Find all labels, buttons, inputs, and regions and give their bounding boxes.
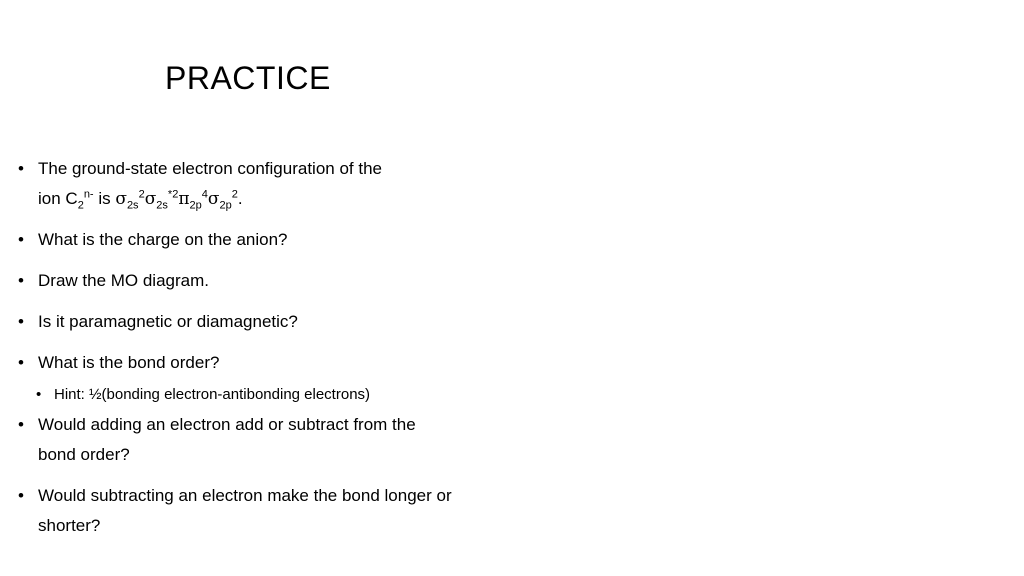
occupancy-superscript-2: *2 — [167, 188, 179, 201]
orbital-2p-subscript-1: 2p — [189, 199, 202, 212]
sigma-symbol-3: σ — [207, 189, 220, 209]
bullet-mo-diagram: • Draw the MO diagram. — [18, 266, 458, 296]
slide-title: PRACTICE — [165, 60, 331, 96]
bullet-adding-electron-question: • Would adding an electron add or subtract from the bond order? — [18, 410, 458, 470]
pi-symbol: π — [178, 189, 190, 209]
bullet-subtracting-electron-question: • Would subtracting an electron make the bond longer or shorter? — [18, 481, 458, 541]
ion-subscript: 2 — [77, 199, 84, 212]
orbital-2p-subscript-2: 2p — [219, 199, 232, 212]
ion-charge-superscript: n- — [83, 188, 94, 201]
bullet-list — [18, 154, 458, 552]
hint-list — [18, 380, 458, 410]
orbital-2s-subscript-2: 2s — [156, 199, 168, 212]
bullet-bond-order-question — [18, 348, 458, 378]
config-ion-prefix: ion C — [38, 189, 78, 208]
bond-order-question-text: What is the bond order? — [38, 353, 220, 372]
config-period: . — [237, 189, 243, 208]
bullet-electron-configuration — [18, 154, 458, 214]
orbital-2s-subscript-1: 2s — [126, 199, 139, 212]
sigma-symbol-1: σ — [115, 189, 127, 209]
bullet-magnetism-question: • Is it paramagnetic or diamagnetic? — [18, 307, 458, 337]
config-line1: The ground-state electron configuration of the — [38, 159, 382, 178]
occupancy-superscript-1: 2 — [138, 188, 145, 201]
sigma-symbol-2: σ — [144, 189, 157, 209]
occupancy-superscript-3: 4 — [201, 188, 208, 201]
hint-bullet: • Hint: ½(bonding electron-antibonding electrons) — [36, 380, 458, 410]
config-is-text: is — [93, 189, 116, 208]
occupancy-superscript-4: 2 — [231, 188, 238, 201]
bullet-charge-question: • What is the charge on the anion? — [18, 225, 458, 255]
